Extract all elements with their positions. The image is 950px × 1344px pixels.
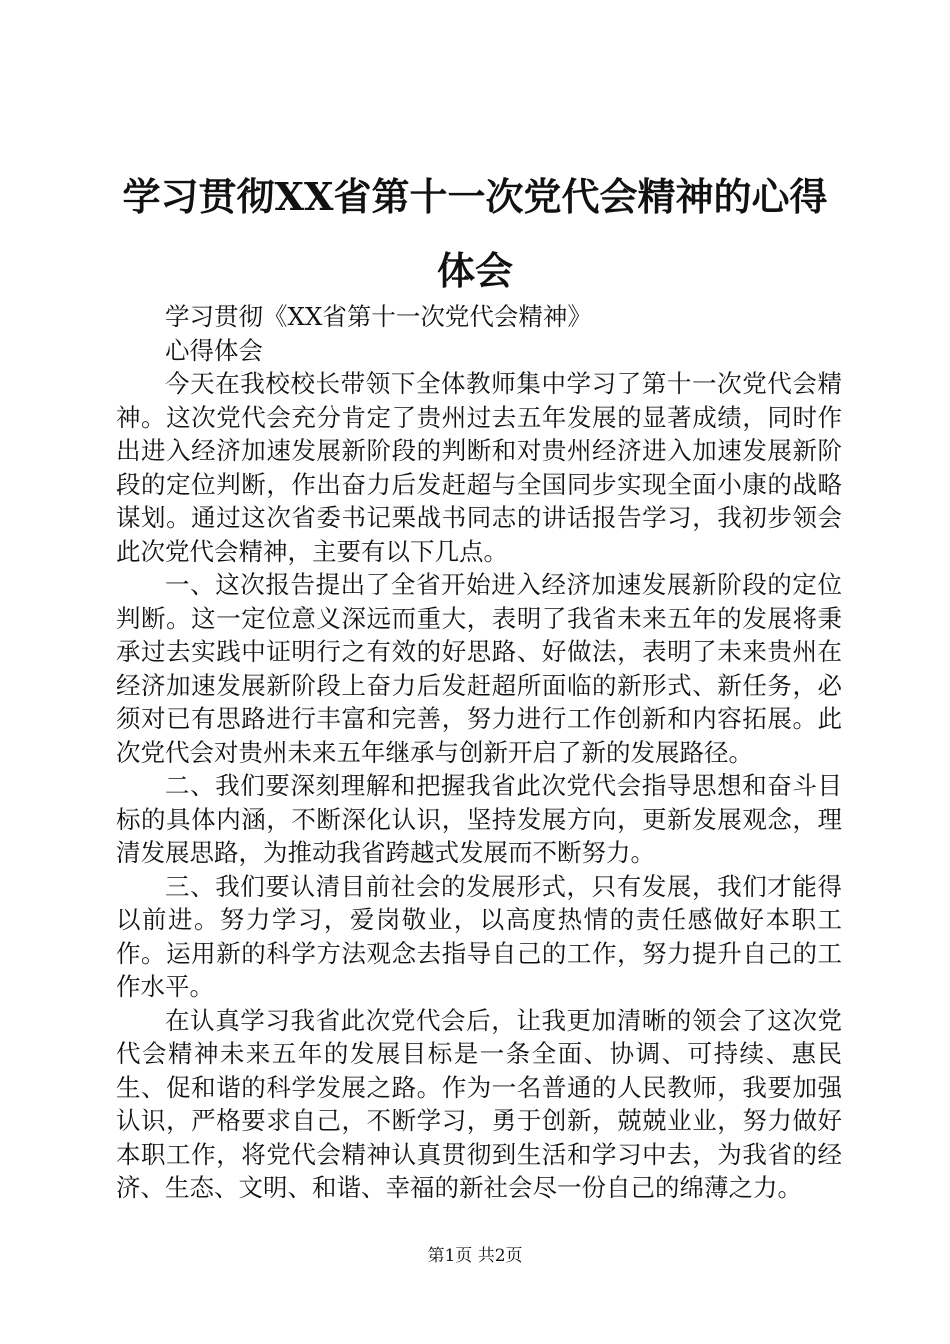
body-paragraph: 在认真学习我省此次党代会后，让我更加清晰的领会了这次党代会精神未来五年的发展目标是一条全面、协调、可持续、惠民生、促和谐的科学发展之路。作为一名普通的人民教师，我要加强认识，严格要求自己，不断学习，勇于创新，兢兢业业，努力做好本职工作，将党代会精神认真贯彻到生活和学习中去，为我省的经济、生态、文明、和谐、幸福的新社会尽一份自己的绵薄之力。 [116,1005,842,1202]
page-number-footer: 第1页 共2页 [427,1246,523,1266]
document-body [116,300,842,1205]
document-title: 学习贯彻XX省第十一次党代会精神的心得体会 [122,174,828,293]
subtitle-line: 心得体会 [165,335,263,365]
body-paragraph: 今天在我校校长带领下全体教师集中学习了第十一次党代会精神。这次党代会充分肯定了贵州过去五年发展的显著成绩，同时作出进入经济加速发展新阶段的判断和对贵州经济进入加速发展新阶段的定位判断，作出奋力后发赶超与全国同步实现全面小康的战略谋划。通过这次省委书记栗战书同志的讲话报告学习，我初步领会此次党代会精神，主要有以下几点。 [116,369,842,566]
body-paragraph: 三、我们要认清目前社会的发展形式，只有发展，我们才能得以前进。努力学习，爱岗敬业，以高度热情的责任感做好本职工作。运用新的科学方法观念去指导自己的工作，努力提升自己的工作水平。 [116,871,842,1001]
body-paragraph: 二、我们要深刻理解和把握我省此次党代会指导思想和奋斗目标的具体内涵，不断深化认识，坚持发展方向，更新发展观念，理清发展思路，为推动我省跨越式发展而不断努力。 [116,771,842,867]
subtitle-line: 学习贯彻《XX省第十一次党代会精神》 [165,302,592,331]
body-paragraph: 一、这次报告提出了全省开始进入经济加速发展新阶段的定位判断。这一定位意义深远而重大，表明了我省未来五年的发展将秉承过去实践中证明行之有效的好思路、好做法，表明了未来贵州在经济加速发展新阶段上奋力后发赶超所面临的新形式、新任务，必须对已有思路进行丰富和完善，努力进行工作创新和内容拓展。此次党代会对贵州未来五年继承与创新开启了新的发展路径。 [116,570,842,767]
